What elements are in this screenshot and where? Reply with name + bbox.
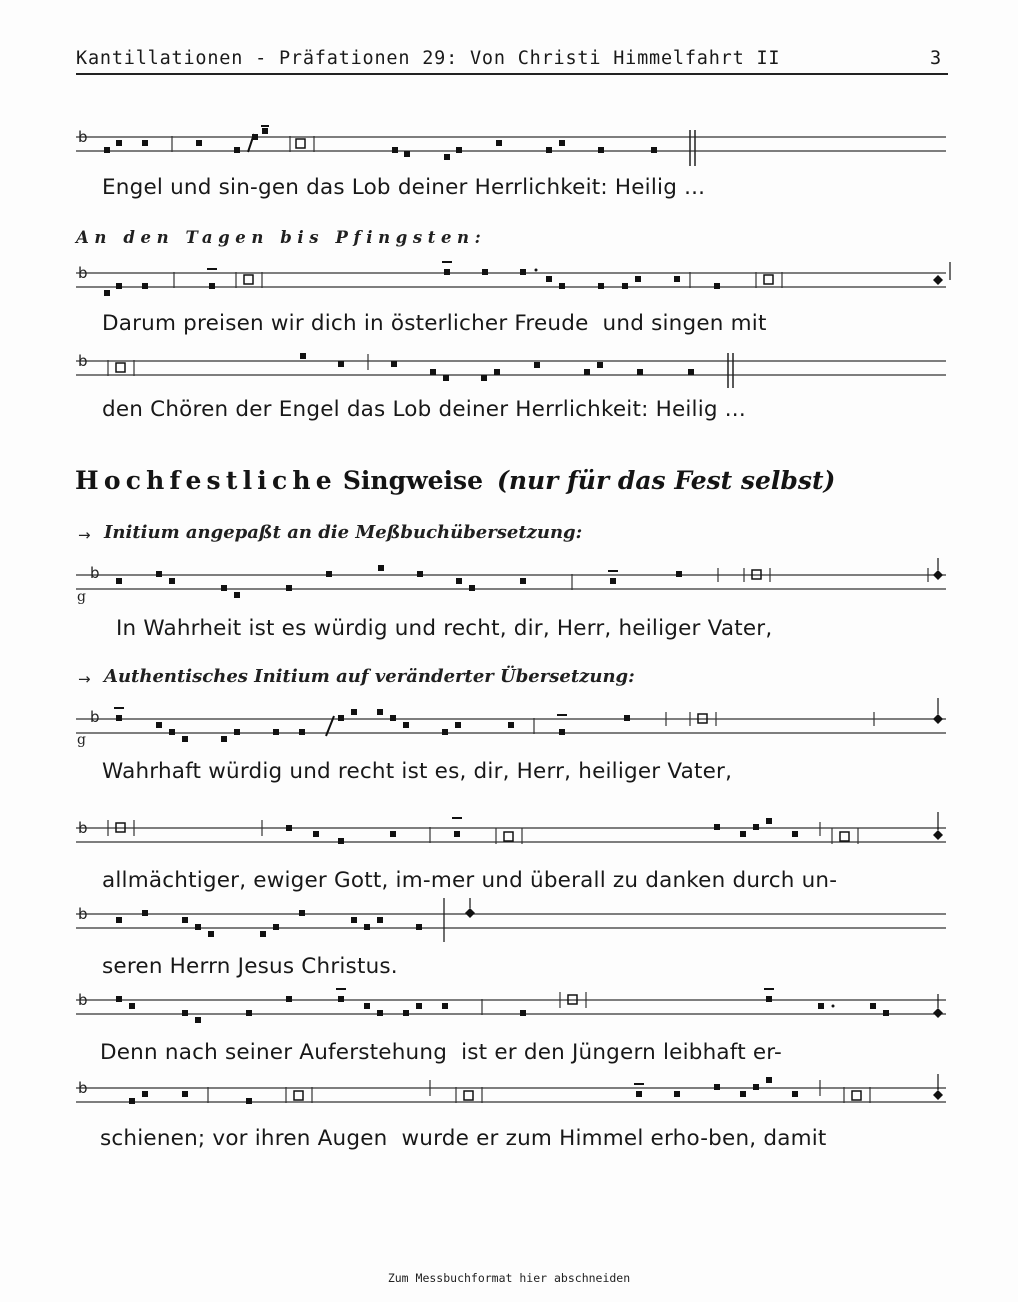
svg-text:b: b (78, 352, 88, 370)
section-title-word: Singweise (342, 466, 483, 495)
svg-text:b: b (78, 991, 88, 1009)
lyric-line-8: Denn nach seiner Auferstehung ist er den Jüngern leibhaft er- (100, 1040, 782, 1065)
arrow-icon: → (78, 526, 91, 544)
svg-text:b: b (78, 1079, 88, 1097)
lyric-line-5: Wahrhaft würdig und recht ist es, dir, Herr, heiliger Vater, (102, 759, 733, 784)
lyric-line-1: Engel und sin-gen das Lob deiner Herrlichkeit: Heilig ... (102, 175, 706, 200)
svg-text:b: b (78, 819, 88, 837)
chant-staff (76, 126, 948, 166)
chant-staff (76, 558, 948, 604)
rubric-pentecost: An den Tagen bis Pfingsten: (76, 228, 487, 247)
header-title: Kantillationen - Präfationen 29: Von Christi Himmelfahrt II (76, 48, 781, 69)
svg-text:g: g (77, 589, 86, 605)
chant-staff (76, 262, 956, 302)
chant-staff (76, 1072, 948, 1116)
svg-text:b: b (90, 708, 100, 726)
section-title (75, 466, 835, 495)
svg-text:g: g (77, 732, 86, 748)
svg-text:b: b (90, 564, 100, 582)
cut-line-note: Zum Messbuchformat hier abschneiden (387, 1271, 631, 1285)
chant-staff (76, 984, 948, 1028)
rubric-initium-authentic: Authentisches Initium auf veränderter Übersetzung: (104, 666, 635, 687)
chant-staff (76, 698, 948, 746)
chant-staff (76, 350, 948, 390)
page-number: 3 (930, 48, 942, 69)
section-subtitle: (nur für das Fest selbst) (497, 466, 836, 495)
lyric-line-9: schienen; vor ihren Augen wurde er zum Himmel erho-ben, damit (100, 1126, 827, 1151)
rubric-initium-adapted: Initium angepaßt an die Meßbuchübersetzung: (104, 522, 583, 543)
chant-staff (76, 898, 948, 944)
svg-text:b: b (78, 264, 88, 282)
chant-staff (76, 808, 948, 852)
lyric-line-7: seren Herrn Jesus Christus. (102, 954, 398, 979)
lyric-line-4: In Wahrheit ist es würdig und recht, dir, Herr, heiliger Vater, (116, 616, 773, 641)
running-header (76, 46, 948, 75)
lyric-line-6: allmächtiger, ewiger Gott, im-mer und überall zu danken durch un- (102, 868, 838, 893)
arrow-icon: → (78, 670, 91, 688)
svg-text:b: b (78, 128, 88, 146)
lyric-line-3: den Chören der Engel das Lob deiner Herrlichkeit: Heilig ... (102, 397, 746, 422)
svg-text:b: b (78, 905, 88, 923)
section-title-spaced: Hochfestliche (75, 466, 337, 495)
lyric-line-2: Darum preisen wir dich in österlicher Freude und singen mit (102, 311, 767, 336)
